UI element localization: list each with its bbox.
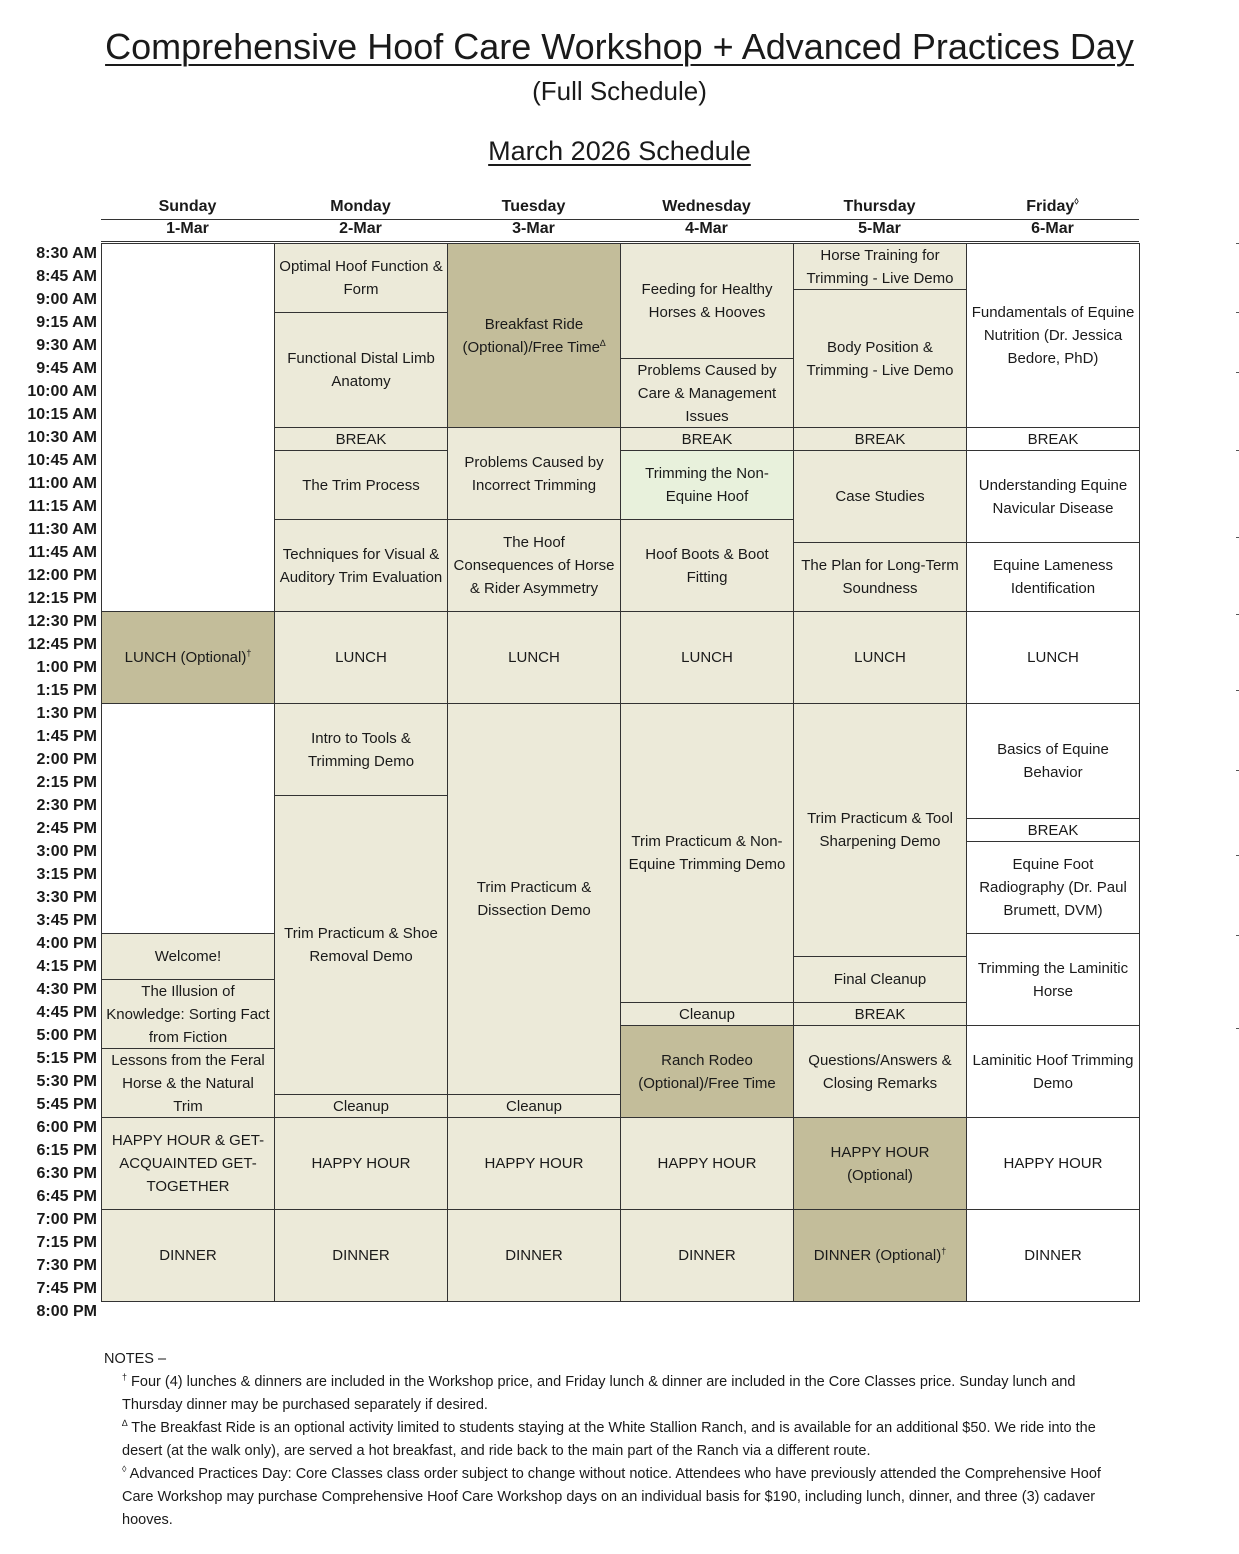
time-label: 3:30 PM	[36, 889, 97, 906]
time-label: 1:00 PM	[36, 659, 97, 676]
day-header: Thursday	[843, 198, 916, 215]
schedule-event: Trim Practicum & Tool Sharpening Demo	[793, 703, 967, 957]
schedule-event: HAPPY HOUR & GET-ACQUAINTED GET-TOGETHER	[101, 1117, 275, 1210]
schedule-event: LUNCH	[620, 611, 794, 704]
schedule-event: Lessons from the Feral Horse & the Natural Trim	[101, 1048, 275, 1118]
time-label: 5:30 PM	[36, 1073, 97, 1090]
schedule-event: DINNER (Optional)†	[793, 1209, 967, 1302]
schedule-event: LUNCH (Optional)†	[101, 611, 275, 704]
schedule-event: Understanding Equine Navicular Disease	[966, 450, 1140, 543]
time-label: 4:15 PM	[36, 958, 97, 975]
time-label: 4:45 PM	[36, 1004, 97, 1021]
day-header: Wednesday	[662, 198, 751, 215]
header-divider-bottom	[101, 241, 1139, 242]
schedule-event: Problems Caused by Care & Management Issues	[620, 358, 794, 428]
time-label: 2:30 PM	[36, 797, 97, 814]
schedule-event: The Illusion of Knowledge: Sorting Fact from Fiction	[101, 979, 275, 1049]
month-heading: March 2026 Schedule	[488, 136, 751, 166]
time-label: 12:30 PM	[27, 613, 97, 630]
time-label: 5:45 PM	[36, 1096, 97, 1113]
schedule-event: Trimming the Laminitic Horse	[966, 933, 1140, 1026]
day-header: Monday	[330, 198, 391, 215]
schedule-event: Welcome!	[101, 933, 275, 980]
time-label: 10:00 AM	[27, 383, 97, 400]
schedule-event: HAPPY HOUR	[447, 1117, 621, 1210]
schedule-event: BREAK	[793, 427, 967, 451]
schedule-event: Problems Caused by Incorrect Trimming	[447, 427, 621, 520]
schedule-event: BREAK	[966, 818, 1140, 842]
schedule-event: Breakfast Ride (Optional)/Free Time∆	[447, 243, 621, 428]
time-label: 1:15 PM	[36, 682, 97, 699]
time-label: 9:15 AM	[36, 314, 97, 331]
date-header: 1-Mar	[166, 220, 209, 237]
schedule-event: Case Studies	[793, 450, 967, 543]
time-label: 9:45 AM	[36, 360, 97, 377]
time-label: 4:00 PM	[36, 935, 97, 952]
date-header: 4-Mar	[685, 220, 728, 237]
page-title: Comprehensive Hoof Care Workshop + Advanced Practices Day	[105, 26, 1134, 67]
schedule-event: DINNER	[620, 1209, 794, 1302]
schedule-event: HAPPY HOUR	[966, 1117, 1140, 1210]
schedule-event: Functional Distal Limb Anatomy	[274, 312, 448, 428]
time-label: 4:30 PM	[36, 981, 97, 998]
schedule-event: Basics of Equine Behavior	[966, 703, 1140, 819]
time-label: 10:30 AM	[27, 429, 97, 446]
schedule-event: Trim Practicum & Dissection Demo	[447, 703, 621, 1095]
schedule-event: LUNCH	[447, 611, 621, 704]
time-label: 9:00 AM	[36, 291, 97, 308]
time-label: 6:30 PM	[36, 1165, 97, 1182]
day-header: Tuesday	[501, 198, 566, 215]
schedule-event: Optimal Hoof Function & Form	[274, 243, 448, 313]
time-label: 2:45 PM	[36, 820, 97, 837]
time-label: 9:30 AM	[36, 337, 97, 354]
schedule-event: Trimming the Non-Equine Hoof	[620, 450, 794, 520]
schedule-event: Trim Practicum & Shoe Removal Demo	[274, 795, 448, 1095]
schedule-event: Techniques for Visual & Auditory Trim Evaluation	[274, 519, 448, 612]
schedule-event: Intro to Tools & Trimming Demo	[274, 703, 448, 796]
schedule-event: BREAK	[793, 1002, 967, 1026]
schedule-event: BREAK	[620, 427, 794, 451]
schedule-event: Ranch Rodeo (Optional)/Free Time	[620, 1025, 794, 1118]
schedule-event: Equine Lameness Identification	[966, 542, 1140, 612]
time-label: 11:30 AM	[28, 521, 97, 538]
date-header: 5-Mar	[858, 220, 901, 237]
schedule-event: Cleanup	[620, 1002, 794, 1026]
schedule-event: The Hoof Consequences of Horse & Rider Asymmetry	[447, 519, 621, 612]
time-label: 2:15 PM	[36, 774, 97, 791]
time-label: 6:00 PM	[36, 1119, 97, 1136]
schedule-event: Horse Training for Trimming - Live Demo	[793, 243, 967, 290]
schedule-event: Fundamentals of Equine Nutrition (Dr. Jessica Bedore, PhD)	[966, 243, 1140, 428]
time-label: 11:00 AM	[28, 475, 97, 492]
time-label: 8:45 AM	[36, 268, 97, 285]
time-label: 7:00 PM	[36, 1211, 97, 1228]
day-header: Sunday	[158, 198, 217, 215]
time-label: 8:30 AM	[36, 245, 97, 262]
time-label: 8:00 PM	[36, 1303, 97, 1320]
time-label: 11:45 AM	[28, 544, 97, 561]
date-header: 6-Mar	[1031, 220, 1074, 237]
time-label: 5:15 PM	[36, 1050, 97, 1067]
notes-section	[104, 1348, 1124, 1532]
time-label: 3:15 PM	[36, 866, 97, 883]
schedule-event: Questions/Answers & Closing Remarks	[793, 1025, 967, 1118]
schedule-event: HAPPY HOUR	[620, 1117, 794, 1210]
note-item: ◊ Advanced Practices Day: Core Classes class order subject to change without notice. Attendees who have previously attended the Comprehensive Hoof Care Workshop may purchase Comprehensive Hoof Care Workshop days on an individual basis for $190, including lunch, dinner, and three (3) cadaver hooves.	[122, 1464, 1101, 1528]
date-header: 3-Mar	[512, 220, 555, 237]
schedule-event: BREAK	[966, 427, 1140, 451]
time-label: 12:15 PM	[27, 590, 97, 607]
schedule-event: Body Position & Trimming - Live Demo	[793, 289, 967, 428]
schedule-event: Final Cleanup	[793, 956, 967, 1003]
schedule-event: The Plan for Long-Term Soundness	[793, 542, 967, 612]
schedule-event: LUNCH	[966, 611, 1140, 704]
schedule-event: Hoof Boots & Boot Fitting	[620, 519, 794, 612]
page-subtitle: (Full Schedule)	[532, 76, 707, 106]
time-label: 3:45 PM	[36, 912, 97, 929]
date-header: 2-Mar	[339, 220, 382, 237]
note-item: † Four (4) lunches & dinners are included in the Workshop price, and Friday lunch & dinner are included in the Core Classes price. Sunday lunch and Thursday dinner may be purchased separately if desired.	[122, 1372, 1076, 1413]
schedule-event: LUNCH	[793, 611, 967, 704]
schedule-event: DINNER	[101, 1209, 275, 1302]
time-label: 10:15 AM	[27, 406, 97, 423]
time-label: 12:45 PM	[27, 636, 97, 653]
schedule-event: Equine Foot Radiography (Dr. Paul Brumett, DVM)	[966, 841, 1140, 934]
day-header: Friday◊	[1026, 196, 1079, 215]
schedule-event: HAPPY HOUR (Optional)	[793, 1117, 967, 1210]
time-label: 7:15 PM	[36, 1234, 97, 1251]
schedule-event: DINNER	[274, 1209, 448, 1302]
schedule-event: Trim Practicum & Non-Equine Trimming Demo	[620, 703, 794, 1003]
time-label: 1:45 PM	[36, 728, 97, 745]
schedule-event: LUNCH	[274, 611, 448, 704]
time-label: 12:00 PM	[27, 567, 97, 584]
notes-heading: NOTES –	[104, 1351, 167, 1367]
time-label: 7:45 PM	[36, 1280, 97, 1297]
time-label: 2:00 PM	[36, 751, 97, 768]
time-label: 1:30 PM	[36, 705, 97, 722]
schedule-empty-slot	[101, 703, 275, 934]
time-label: 6:15 PM	[36, 1142, 97, 1159]
schedule-event: Cleanup	[274, 1094, 448, 1118]
time-label: 7:30 PM	[36, 1257, 97, 1274]
schedule-event: The Trim Process	[274, 450, 448, 520]
note-item: ∆ The Breakfast Ride is an optional activity limited to students staying at the White Stallion Ranch, and is available for an additional $50. We ride into the desert (at the walk only), are served a hot breakfast, and ride back to the main part of the Ranch via a different route.	[122, 1418, 1096, 1459]
time-label: 11:15 AM	[28, 498, 97, 515]
time-label: 6:45 PM	[36, 1188, 97, 1205]
schedule-event: Laminitic Hoof Trimming Demo	[966, 1025, 1140, 1118]
time-label: 5:00 PM	[36, 1027, 97, 1044]
schedule-event: Cleanup	[447, 1094, 621, 1118]
schedule-event: Feeding for Healthy Horses & Hooves	[620, 243, 794, 359]
schedule-event: DINNER	[966, 1209, 1140, 1302]
time-label: 3:00 PM	[36, 843, 97, 860]
schedule-event: HAPPY HOUR	[274, 1117, 448, 1210]
schedule-empty-slot	[101, 243, 275, 612]
time-label: 10:45 AM	[27, 452, 97, 469]
schedule-event: DINNER	[447, 1209, 621, 1302]
schedule-event: BREAK	[274, 427, 448, 451]
